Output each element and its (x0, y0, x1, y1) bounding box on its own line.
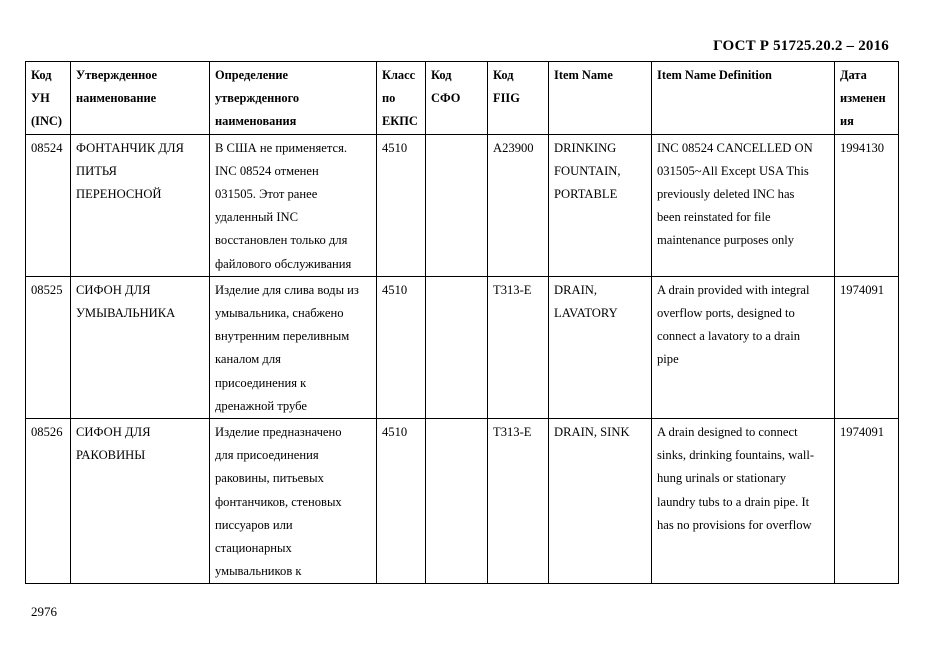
cell-inc (26, 134, 71, 276)
cell-name-text: СИФОН ДЛЯ РАКОВИНЫ (76, 425, 151, 463)
document-standard-number: ГОСТ Р 51725.20.2 – 2016 (713, 38, 889, 54)
header-definition (210, 62, 377, 135)
cell-item-definition (652, 134, 835, 276)
cell-fiig (488, 134, 549, 276)
cell-name-text: СИФОН ДЛЯ УМЫВАЛЬНИКА (76, 282, 176, 321)
cell-class-text: 4510 (382, 425, 408, 440)
cell-item-name-text: DRAIN, SINK (554, 425, 630, 440)
header-approved-name-text: Утвержденное наименование (76, 68, 157, 106)
cell-item-name (549, 276, 652, 418)
cell-name-text: ФОНТАНЧИК ДЛЯ ПИТЬЯ ПЕРЕНОСНОЙ (76, 140, 184, 202)
header-inc (26, 62, 71, 135)
cell-class-text: 4510 (382, 282, 408, 297)
header-item-name (549, 62, 652, 135)
cell-definition (210, 276, 377, 418)
cell-sfo (426, 276, 488, 418)
cell-definition-text: В США не применяется. INC 08524 отменен 031505. Этот ранее удаленный INC восстановлен только для файлового обслуживания (215, 140, 352, 271)
header-fiig (488, 62, 549, 135)
cell-definition-text: Изделие предназначено для присоединения раковины, питьевых фонтанчиков, стеновых писсуаров или стационарных умывальников к (215, 425, 342, 579)
cell-date (835, 419, 899, 584)
cell-inc (26, 419, 71, 584)
header-date-text: Дата изменен ия (840, 68, 886, 129)
cell-date (835, 134, 899, 276)
cell-sfo (426, 419, 488, 584)
header-item-definition-text: Item Name Definition (657, 68, 772, 82)
header-approved-name (71, 62, 210, 135)
cell-fiig (488, 276, 549, 418)
cell-item-name-text: DRINKING FOUNTAIN, PORTABLE (554, 140, 621, 202)
header-inc-text: Код УН (INC) (31, 68, 62, 129)
cell-name (71, 134, 210, 276)
cell-inc-text: 08525 (31, 282, 63, 297)
cell-item-definition-text: A drain provided with integral overflow ports, designed to connect a lavatory to a drain pipe (657, 282, 810, 367)
header-sfo (426, 62, 488, 135)
table-row (26, 419, 899, 584)
header-sfo-text: Код СФО (431, 68, 461, 106)
cell-item-definition (652, 419, 835, 584)
cell-item-name-text: DRAIN, LAVATORY (554, 282, 618, 321)
item-name-catalog-table (25, 61, 899, 584)
cell-date (835, 276, 899, 418)
cell-name (71, 419, 210, 584)
cell-date-text: 1974091 (840, 425, 885, 440)
cell-date-text: 1974091 (840, 282, 885, 297)
header-class (377, 62, 426, 135)
header-item-definition (652, 62, 835, 135)
cell-sfo (426, 134, 488, 276)
cell-date-text: 1994130 (840, 140, 885, 155)
cell-item-name (549, 134, 652, 276)
cell-inc-text: 08526 (31, 425, 63, 440)
cell-item-definition-text: INC 08524 CANCELLED ON 031505~All Except USA This previously deleted INC has been reinstated for file maintenance purposes only (657, 140, 813, 248)
cell-item-name (549, 419, 652, 584)
header-fiig-text: Код FIIG (493, 68, 520, 106)
cell-class-text: 4510 (382, 140, 408, 155)
cell-definition (210, 134, 377, 276)
cell-inc-text: 08524 (31, 140, 63, 155)
header-definition-text: Определение утвержденного наименования (215, 68, 300, 129)
header-date (835, 62, 899, 135)
cell-name (71, 276, 210, 418)
cell-class (377, 134, 426, 276)
header-class-text: Класс по ЕКПС (382, 68, 418, 129)
table-row (26, 276, 899, 418)
table-header-row (26, 62, 899, 135)
cell-inc (26, 276, 71, 418)
page-number: 2976 (31, 604, 57, 619)
header-item-name-text: Item Name (554, 68, 613, 82)
table-row (26, 134, 899, 276)
cell-item-definition (652, 276, 835, 418)
cell-item-definition-text: A drain designed to connect sinks, drinking fountains, wall- hung urinals or stationary laundry tubs to a drain pipe. It has no provisions for overflow (657, 425, 815, 532)
cell-fiig-text: A23900 (493, 140, 534, 155)
cell-definition (210, 419, 377, 584)
cell-definition-text: Изделие для слива воды из умывальника, снабжено внутренним переливным каналом для присоединения к дренажной трубе (215, 282, 359, 413)
cell-class (377, 276, 426, 418)
cell-fiig-text: T313-E (493, 425, 532, 440)
cell-class (377, 419, 426, 584)
cell-fiig-text: T313-E (493, 282, 532, 297)
cell-fiig (488, 419, 549, 584)
